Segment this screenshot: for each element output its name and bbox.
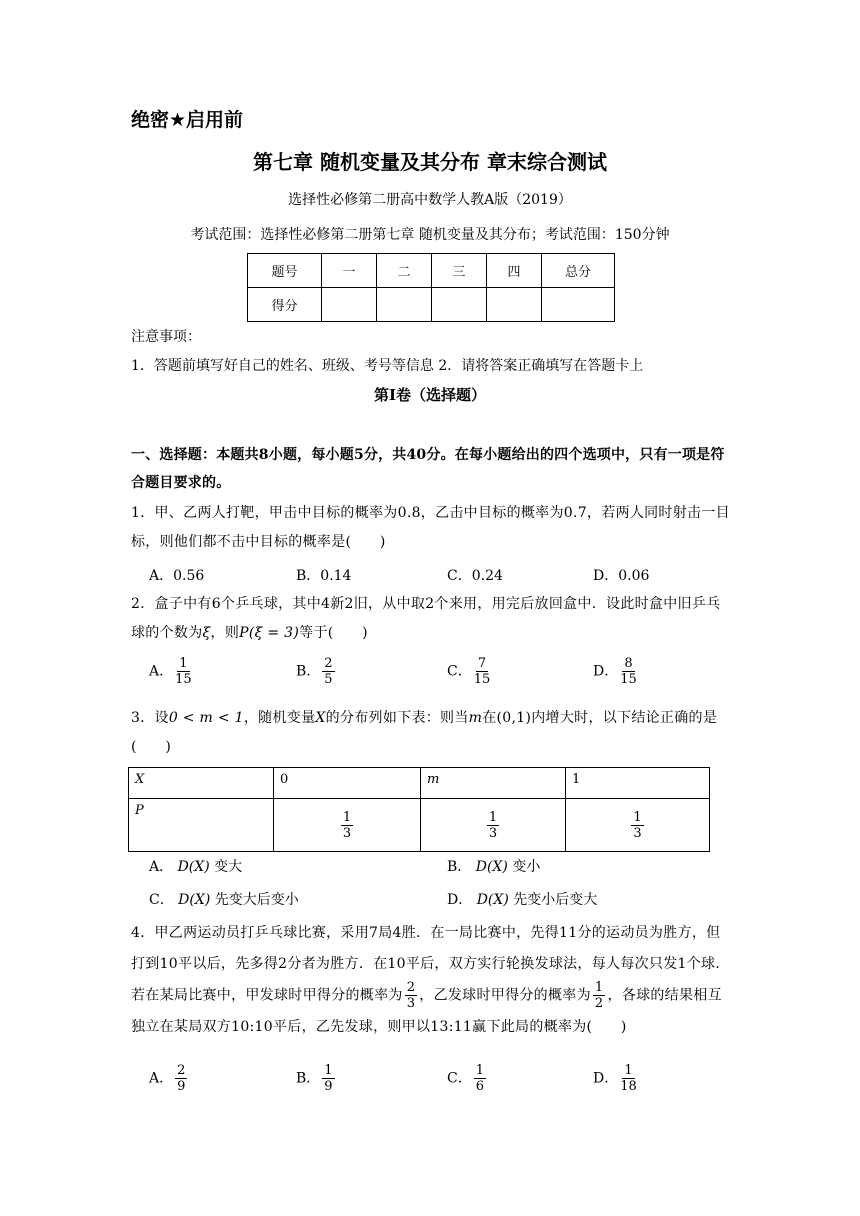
fraction: [593, 980, 606, 1011]
section-heading: 一、选择题：本题共8小题，每小题5分，共40分。在每小题给出的四个选项中，只有一项是符合题目要求的。: [131, 447, 725, 491]
dist-cell: [129, 768, 274, 799]
denominator: 15: [175, 672, 192, 687]
q3-interval: (0,1): [496, 710, 532, 726]
distribution-prob-row: [129, 799, 710, 852]
option-label: B．: [296, 1070, 321, 1087]
q4-text-part: 4．甲乙两运动员打乒乓球比赛，采用7局4胜．在一局比赛中，先得11分的运动员为胜方，但打到10平以后，先多得2分者为胜方．在10平后，双方实行轮换发球法，每人每次只发1个球．若在某局比赛中，甲发球时甲得分的概率为: [131, 925, 730, 1004]
q2-option-b[interactable]: [296, 656, 337, 687]
q4-score: 10:10: [231, 1018, 273, 1035]
score-table: [247, 253, 615, 322]
q4-text-part: ，乙发球时甲得分的概率为: [419, 987, 591, 1004]
q4-option-a[interactable]: [149, 1063, 189, 1094]
option-expression: D(X): [178, 892, 211, 908]
fraction: [620, 1063, 637, 1094]
score-input-cell[interactable]: [542, 288, 615, 322]
numerator: 7: [477, 656, 487, 671]
option-text: 先变大后变小: [214, 892, 299, 908]
denominator: 3: [633, 825, 642, 841]
option-expression: D(X): [476, 892, 509, 908]
q3-text-part: ，随机变量: [243, 710, 316, 726]
fraction: [341, 810, 353, 841]
option-label: B．: [296, 663, 321, 680]
fraction: [631, 810, 643, 841]
fraction: [474, 1063, 486, 1094]
q3-variable: m: [468, 710, 483, 726]
option-expression: D(X): [475, 859, 508, 875]
q1-option-a[interactable]: A．0.56: [149, 568, 205, 584]
q3-option-d[interactable]: [447, 889, 597, 909]
dist-row-label: P: [135, 803, 144, 818]
denominator: 15: [620, 672, 637, 687]
denominator: 5: [324, 672, 333, 687]
fraction: [175, 656, 192, 687]
denominator: 18: [620, 1079, 637, 1094]
score-table-header-row: [248, 254, 615, 288]
q4-option-d[interactable]: [593, 1063, 639, 1094]
dist-cell: [274, 799, 421, 852]
q2-text-part: 等于( ): [299, 625, 368, 641]
question-1-text: 1．甲、乙两人打靶，甲击中目标的概率为0.8，乙击中目标的概率为0.7，若两人同时射击一目标，则他们都不击中目标的概率是( ): [131, 505, 730, 550]
q4-text-part: 赢下此局的概率为( ): [472, 1018, 627, 1035]
q3-condition: 0 < m < 1: [168, 710, 244, 726]
numerator: 1: [475, 1063, 484, 1078]
q1-option-c[interactable]: C．0.24: [447, 568, 503, 584]
score-cell: 一: [322, 254, 377, 288]
option-text: 变小: [512, 859, 541, 875]
q4-score: 13:11: [430, 1018, 473, 1035]
volume-heading: 第Ⅰ卷（选择题）: [373, 386, 487, 404]
numerator: 1: [633, 809, 642, 825]
score-input-cell[interactable]: [377, 288, 432, 322]
dist-cell: [566, 799, 710, 852]
q3-text-part: 的分布列如下表：则当: [325, 710, 469, 726]
score-cell: 二: [377, 254, 432, 288]
q2-text-part: ，则: [210, 625, 240, 641]
numerator: 1: [324, 1063, 333, 1078]
option-label: D．: [447, 892, 473, 908]
dist-head: X: [135, 772, 145, 787]
option-label: C．: [447, 663, 472, 680]
option-label: C．: [149, 892, 174, 908]
fraction: [175, 1063, 187, 1094]
fraction: [405, 980, 418, 1011]
score-input-cell[interactable]: [487, 288, 542, 322]
numerator: 1: [594, 980, 604, 995]
numerator: 8: [624, 656, 633, 671]
q4-text-part: ，各球的结果相互独立在某局双方: [131, 987, 722, 1035]
dist-cell: [421, 799, 566, 852]
q3-option-c[interactable]: [149, 889, 299, 909]
score-input-cell[interactable]: [432, 288, 487, 322]
score-cell: 三: [432, 254, 487, 288]
fraction: [474, 656, 491, 687]
distribution-table: [128, 767, 710, 852]
q4-text-part: 平后，乙先发球，则甲以: [272, 1018, 431, 1035]
option-label: A．: [149, 1070, 174, 1087]
fraction: [487, 810, 499, 841]
denominator: 3: [342, 825, 352, 841]
exam-range: 考试范围：选择性必修第二册第七章 随机变量及其分布；考试范围：150分钟: [190, 227, 670, 243]
q2-expression: P(ξ = 3): [239, 625, 300, 641]
notes-heading: 注意事项：: [131, 329, 201, 345]
numerator: 1: [179, 656, 188, 671]
score-table-score-row: [248, 288, 615, 322]
distribution-header-row: [129, 768, 710, 799]
denominator: 3: [488, 825, 498, 841]
q3-option-a[interactable]: [149, 856, 242, 876]
fraction: [322, 656, 334, 687]
numerator: 1: [624, 1063, 633, 1078]
confidential-mark: 绝密★启用前: [131, 109, 244, 131]
q1-option-b[interactable]: B．0.14: [296, 568, 352, 584]
q3-option-b[interactable]: [447, 856, 540, 876]
question-2-text: [131, 590, 731, 648]
fraction: [620, 656, 637, 687]
question-3-text: [131, 704, 731, 762]
fraction: [322, 1063, 334, 1094]
denominator: 15: [473, 672, 491, 687]
score-cell: 总分: [542, 254, 615, 288]
q1-option-d[interactable]: D．0.06: [593, 568, 650, 584]
q4-option-c[interactable]: [447, 1063, 488, 1094]
q3-text-part: 内增大时，以下结论正确的是( ): [131, 710, 718, 755]
denominator: 3: [406, 996, 416, 1011]
numerator: 2: [406, 980, 416, 995]
dist-cell: 1: [566, 768, 710, 799]
option-text: 变大: [214, 859, 243, 875]
question-4-text: [131, 918, 731, 1043]
q3-variable: X: [315, 710, 326, 726]
q2-variable: ξ: [202, 625, 211, 641]
option-label: B．: [447, 859, 472, 875]
q2-option-d[interactable]: [593, 656, 639, 687]
notes-text: 1．答题前填写好自己的姓名、班级、考号等信息 2．请将答案正确填写在答题卡上: [131, 358, 644, 374]
subtitle: 选择性必修第二册高中数学人教A版（2019）: [288, 192, 572, 208]
option-label: C．: [447, 1070, 472, 1087]
denominator: 9: [324, 1079, 333, 1094]
q2-text-part: 2．盒子中有6个乒乓球，其中4新2旧，从中取2个来用，用完后放回盒中．设此时盒中旧乒乓球的个数为: [131, 596, 721, 641]
dist-cell: [129, 799, 274, 852]
dist-cell: [421, 768, 566, 799]
numerator: 2: [324, 656, 333, 671]
numerator: 2: [177, 1063, 186, 1078]
q4-option-b[interactable]: [296, 1063, 337, 1094]
option-text: 先变小后变大: [513, 892, 598, 908]
denominator: 9: [177, 1079, 186, 1094]
score-input-cell[interactable]: [322, 288, 377, 322]
q3-text-part: 3．设: [131, 710, 169, 726]
option-label: A．: [149, 663, 174, 680]
score-cell: 题号: [248, 254, 322, 288]
page-title: 第七章 随机变量及其分布 章末综合测试: [253, 150, 607, 174]
numerator: 1: [488, 809, 498, 825]
q2-option-c[interactable]: [447, 656, 492, 687]
numerator: 1: [342, 809, 352, 825]
option-label: D．: [593, 663, 619, 680]
dist-head: m: [427, 772, 440, 787]
score-cell: 四: [487, 254, 542, 288]
dist-cell: 0: [274, 768, 421, 799]
score-row-label: 得分: [248, 288, 322, 322]
q2-option-a[interactable]: [149, 656, 194, 687]
denominator: 6: [475, 1079, 484, 1094]
option-label: A．: [149, 859, 174, 875]
denominator: 2: [594, 996, 604, 1011]
option-label: D．: [593, 1070, 619, 1087]
q3-text-part: 在: [482, 710, 497, 726]
option-expression: D(X): [177, 859, 210, 875]
